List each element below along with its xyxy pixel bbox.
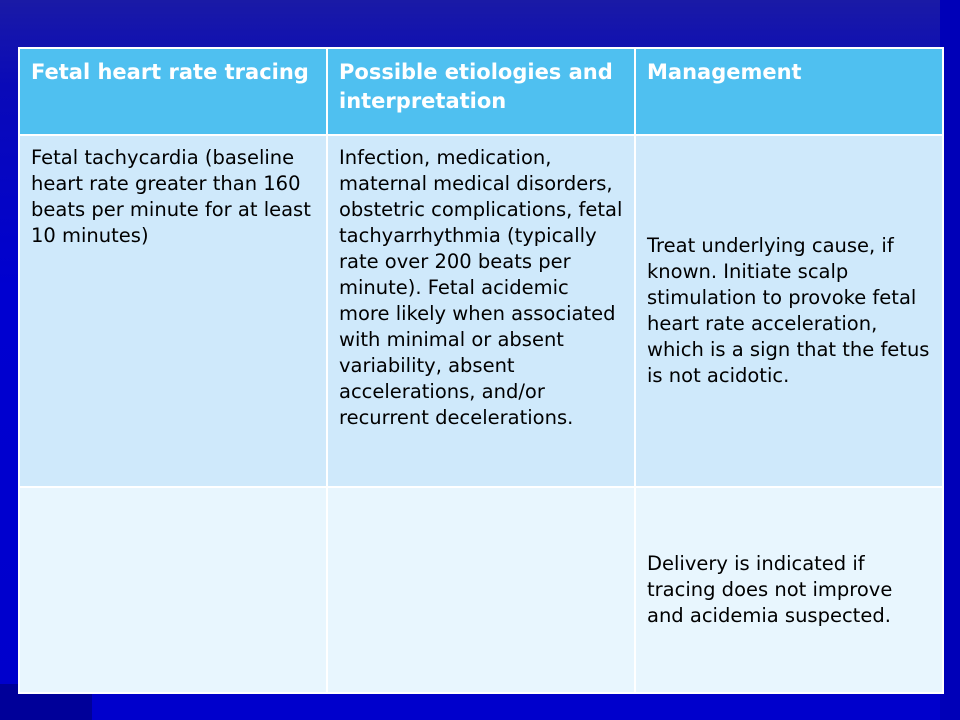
- cell-etiologies: Infection, medication, maternal medical disorders, obstetric complications, fetal tachyarrhythmia (typically rate over 200 beats per minute). Fetal acidemic more likely when associated with minimal or absent variability, absent accelerations, and/or recurrent decelerations.: [327, 135, 635, 487]
- cell-tracing: Fetal tachycardia (baseline heart rate greater than 160 beats per minute for at least 10 minutes): [19, 135, 327, 487]
- header-fetal-heart-rate-tracing: Fetal heart rate tracing: [19, 48, 327, 135]
- header-management: Management: [635, 48, 943, 135]
- table-row: [19, 487, 943, 693]
- fetal-heart-rate-table: [18, 47, 944, 694]
- cell-tracing: [19, 487, 327, 693]
- cell-management: Delivery is indicated if tracing does not improve and acidemia suspected.: [635, 487, 943, 693]
- table-header-row: [19, 48, 943, 135]
- cell-etiologies: [327, 487, 635, 693]
- table-row: [19, 135, 943, 487]
- cell-management: Treat underlying cause, if known. Initiate scalp stimulation to provoke fetal heart rate acceleration, which is a sign that the fetus is not acidotic.: [635, 135, 943, 487]
- header-possible-etiologies: Possible etiologies and interpretation: [327, 48, 635, 135]
